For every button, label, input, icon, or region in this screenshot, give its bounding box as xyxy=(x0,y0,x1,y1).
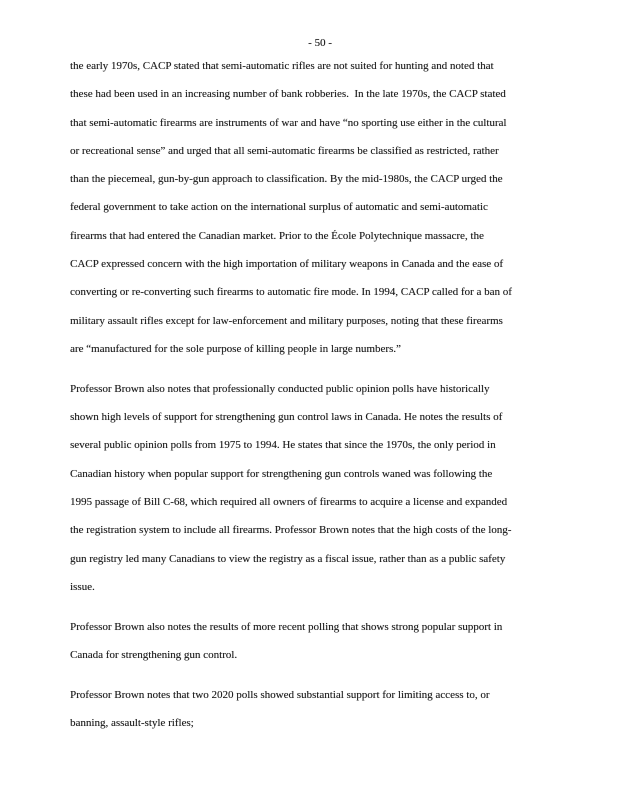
text-line: are “manufactured for the sole purpose of killing people in large numbers.” xyxy=(70,342,401,355)
text-line: than the piecemeal, gun-by-gun approach to classification. By the mid-1980s, the CACP urged the xyxy=(70,173,503,186)
paragraph xyxy=(70,375,585,601)
text-line: converting or re-converting such firearms to automatic fire mode. In 1994, CACP called for a ban of xyxy=(70,286,512,299)
text-line: several public opinion polls from 1975 to 1994. He states that since the 1970s, the only period in xyxy=(70,439,496,452)
text-line: shown high levels of support for strengthening gun control laws in Canada. He notes the results of xyxy=(70,411,503,424)
text-line: or recreational sense” and urged that all semi-automatic firearms be classified as restricted, rather xyxy=(70,144,499,157)
text-line: the registration system to include all firearms. Professor Brown notes that the high costs of the long- xyxy=(70,524,512,537)
text-line: the early 1970s, CACP stated that semi-automatic rifles are not suited for hunting and noted that xyxy=(70,60,494,72)
text-line: Professor Brown also notes the results of more recent polling that shows strong popular support in xyxy=(70,620,503,633)
text-line: firearms that had entered the Canadian market. Prior to the École Polytechnique massacre, the xyxy=(70,229,484,242)
text-line: military assault rifles except for law-enforcement and military purposes, noting that these firearms xyxy=(70,314,503,327)
text-line: issue. xyxy=(70,580,95,593)
text-line: CACP expressed concern with the high importation of military weapons in Canada and the ease of xyxy=(70,258,504,271)
document-body xyxy=(70,52,585,749)
text-line: that semi-automatic firearms are instruments of war and have “no sporting use either in the cultural xyxy=(70,116,507,129)
text-line: banning, assault-style rifles; xyxy=(70,717,194,730)
text-line: Professor Brown also notes that professionally conducted public opinion polls have historically xyxy=(70,382,490,395)
text-line: gun registry led many Canadians to view the registry as a fiscal issue, rather than as a public safety xyxy=(70,552,506,565)
page-number: - 50 - xyxy=(308,37,332,49)
text-line: 1995 passage of Bill C-68, which required all owners of firearms to acquire a license and expanded xyxy=(70,495,508,508)
paragraph xyxy=(70,681,585,738)
text-line: Canadian history when popular support for strengthening gun controls waned was following the xyxy=(70,467,493,480)
text-line: Canada for strengthening gun control. xyxy=(70,648,238,661)
paragraph xyxy=(70,52,585,363)
text-line: these had been used in an increasing number of bank robberies. In the late 1970s, the CACP stated xyxy=(70,88,506,101)
paragraph xyxy=(70,613,585,670)
text-line: federal government to take action on the international surplus of automatic and semi-automatic xyxy=(70,201,488,214)
text-line: Professor Brown notes that two 2020 polls showed substantial support for limiting access to, or xyxy=(70,688,490,701)
